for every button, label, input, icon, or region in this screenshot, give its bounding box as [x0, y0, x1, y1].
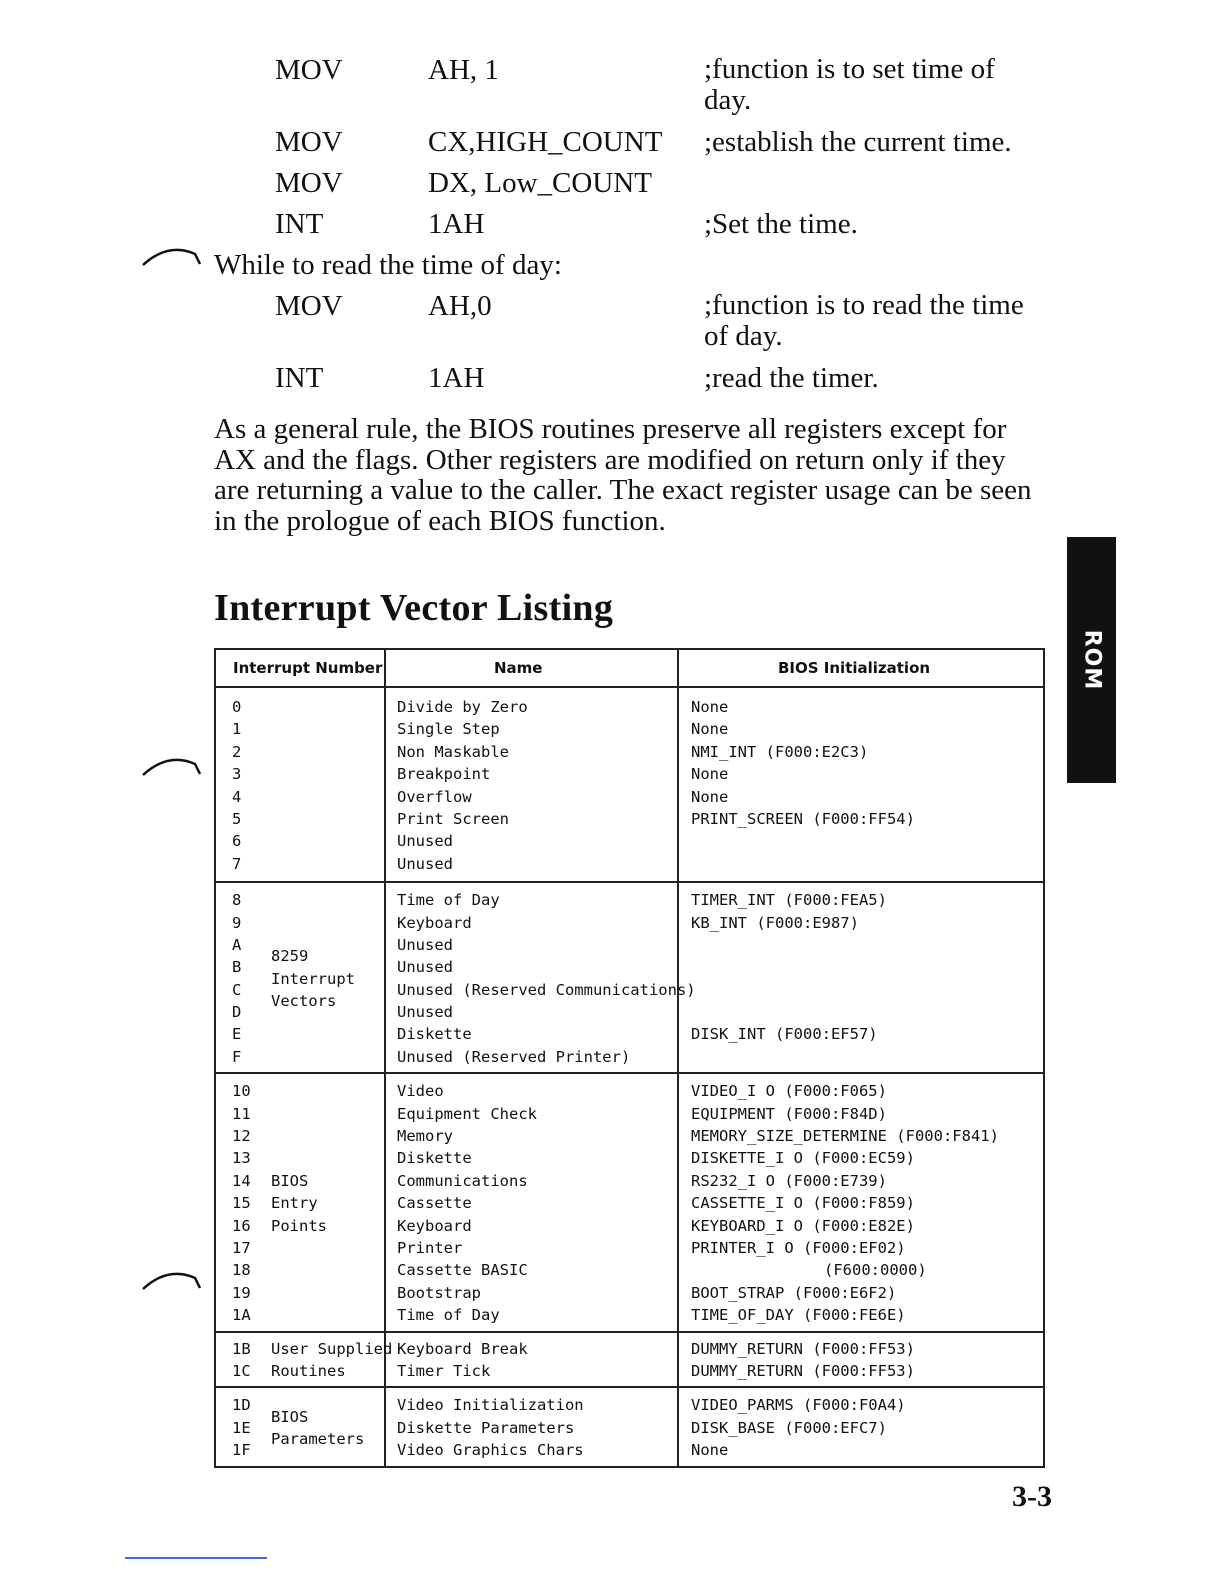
code-comment-6: ;read the timer.: [704, 362, 879, 394]
bios-init-cell: EQUIPMENT (F000:F84D): [691, 1104, 887, 1123]
bios-init-cell: RS232_I O (F000:E739): [691, 1171, 887, 1190]
bios-init-cell: None: [691, 720, 729, 739]
interrupt-number-cell: C: [232, 980, 242, 999]
code-arg-1: AH, 1: [428, 54, 499, 86]
table-row: [216, 718, 1043, 740]
table-row: [216, 912, 1043, 934]
interrupt-number-cell: 7: [232, 854, 242, 873]
table-row: [216, 1046, 1043, 1068]
group-label: User Supplied Routines: [271, 1339, 393, 1380]
name-cell: Unused: [397, 854, 453, 873]
bios-init-cell: MEMORY_SIZE_DETERMINE (F000:F841): [691, 1127, 999, 1146]
table-row: [216, 1103, 1043, 1125]
code-op-4: INT: [275, 208, 324, 240]
margin-arc-mark: [140, 244, 202, 268]
code-arg-3: DX, Low_COUNT: [428, 167, 652, 199]
interrupt-number-cell: F: [232, 1047, 242, 1066]
code-op-5: MOV: [275, 290, 343, 322]
bios-init-cell: TIME_OF_DAY (F000:FE6E): [691, 1306, 906, 1325]
bios-init-cell: KEYBOARD_I O (F000:E82E): [691, 1216, 915, 1235]
name-cell: Breakpoint: [397, 765, 491, 784]
bios-init-cell: KB_INT (F000:E987): [691, 913, 859, 932]
bios-init-cell: DISKETTE_I O (F000:EC59): [691, 1149, 915, 1168]
interrupt-number-cell: 6: [232, 832, 242, 851]
margin-arc-mark: [140, 1268, 202, 1292]
group-label: 8259 Interrupt Vectors: [271, 947, 355, 1010]
interrupt-number-cell: 4: [232, 787, 242, 806]
interrupt-number-cell: 0: [232, 698, 242, 716]
table-row: [216, 696, 1043, 718]
table-row: [216, 1282, 1043, 1304]
group-label: BIOS Parameters: [271, 1407, 365, 1448]
bios-init-cell: VIDEO_PARMS (F000:F0A4): [691, 1396, 906, 1415]
name-cell: Bootstrap: [397, 1283, 481, 1302]
bios-init-cell: CASSETTE_I O (F000:F859): [691, 1194, 915, 1213]
bios-init-cell: None: [691, 787, 729, 806]
bios-init-cell: DISK_INT (F000:EF57): [691, 1025, 878, 1044]
table-row: [216, 1259, 1043, 1281]
side-tab-label: ROM: [1079, 629, 1104, 691]
interrupt-number-cell: 9: [232, 913, 242, 932]
bios-init-cell: NMI_INT (F000:E2C3): [691, 742, 869, 761]
bios-init-cell: DUMMY_RETURN (F000:FF53): [691, 1339, 915, 1358]
bios-init-cell: PRINTER_I O (F000:EF02): [691, 1238, 906, 1257]
table-row: [216, 786, 1043, 808]
interrupt-number-cell: 15: [232, 1194, 251, 1213]
code-op-6: INT: [275, 362, 324, 394]
table-row: [216, 763, 1043, 785]
interrupt-number-cell: 1D: [232, 1396, 251, 1415]
interrupt-number-cell: 5: [232, 809, 242, 828]
name-cell: Keyboard: [397, 913, 472, 932]
name-cell: Divide by Zero: [397, 698, 528, 716]
group-label: BIOS Entry Points: [271, 1171, 327, 1235]
table-row: [216, 853, 1043, 875]
name-cell: Diskette: [397, 1149, 472, 1168]
table-row: [216, 1147, 1043, 1169]
header-interrupt-number: Interrupt Number: [233, 659, 383, 677]
code-arg-2: CX,HIGH_COUNT: [428, 126, 663, 158]
name-cell: Overflow: [397, 787, 472, 806]
table-group: [216, 1333, 1043, 1389]
rom-side-tab: [1067, 537, 1116, 783]
interrupt-number-cell: 1B: [232, 1339, 251, 1358]
bios-init-cell: PRINT_SCREEN (F000:FF54): [691, 809, 915, 828]
bios-init-cell: VIDEO_I O (F000:F065): [691, 1082, 887, 1101]
table-row: [216, 830, 1043, 852]
code-op-3: MOV: [275, 167, 343, 199]
table-row: [216, 741, 1043, 763]
bios-init-cell: DISK_BASE (F000:EFC7): [691, 1418, 887, 1437]
code-comment-5: ;function is to read the time of day.: [704, 289, 1024, 352]
table-group: [216, 1388, 1043, 1465]
interrupt-vector-table: [214, 648, 1045, 1468]
name-cell: Keyboard: [397, 1216, 472, 1235]
table-row: [216, 889, 1043, 911]
name-cell: Single Step: [397, 720, 500, 739]
name-cell: Time of Day: [397, 1306, 500, 1325]
section-title: Interrupt Vector Listing: [214, 587, 614, 629]
name-cell: Diskette: [397, 1025, 472, 1044]
name-cell: Cassette: [397, 1194, 472, 1213]
header-name: Name: [494, 659, 543, 677]
table-group: [216, 883, 1043, 1074]
name-cell: Video Initialization: [397, 1396, 584, 1415]
table-group: [216, 1074, 1043, 1332]
name-cell: Cassette BASIC: [397, 1261, 528, 1280]
code-op-2: MOV: [275, 126, 343, 158]
header-bios-init: BIOS Initialization: [778, 659, 931, 677]
bios-init-cell: BOOT_STRAP (F000:E6F2): [691, 1283, 897, 1302]
name-cell: Unused (Reserved Communications): [397, 980, 696, 999]
interrupt-number-cell: 16: [232, 1216, 251, 1235]
interrupt-number-cell: E: [232, 1025, 242, 1044]
interrupt-number-cell: 3: [232, 765, 242, 784]
table-row: [216, 1023, 1043, 1045]
code-arg-4: 1AH: [428, 208, 485, 240]
interrupt-number-cell: 10: [232, 1082, 251, 1101]
table-row: [216, 1192, 1043, 1214]
interrupt-number-cell: D: [232, 1003, 242, 1022]
interrupt-number-cell: 1: [232, 720, 242, 739]
bios-init-cell: None: [691, 1441, 729, 1460]
table-group: [216, 688, 1043, 883]
interrupt-number-cell: B: [232, 958, 242, 977]
paragraph-text: As a general rule, the BIOS routines preserve all registers except for AX and the flags. Other registers are modified on return only if they are returning a value to the caller. The exact register usage can be seen in the prologue of each BIOS function.: [214, 413, 1032, 537]
name-cell: Unused: [397, 1003, 453, 1022]
name-cell: Equipment Check: [397, 1104, 537, 1123]
interrupt-number-cell: 1C: [232, 1361, 251, 1380]
interrupt-number-cell: 1F: [232, 1441, 251, 1460]
code-comment-1: ;function is to set time of day.: [704, 53, 995, 116]
bios-init-cell: TIMER_INT (F000:FEA5): [691, 891, 887, 910]
name-cell: Unused: [397, 935, 453, 954]
code-arg-5: AH,0: [428, 290, 492, 322]
table-row: [216, 1237, 1043, 1259]
interrupt-number-cell: 1E: [232, 1418, 251, 1437]
name-cell: Video: [397, 1082, 444, 1101]
table-row: [216, 1304, 1043, 1326]
code-comment-2: ;establish the current time.: [704, 126, 1012, 158]
name-cell: Timer Tick: [397, 1361, 491, 1380]
table-row: [216, 1080, 1043, 1102]
interrupt-number-cell: 17: [232, 1238, 251, 1257]
bios-init-cell: None: [691, 765, 729, 784]
interrupt-number-cell: 12: [232, 1127, 251, 1146]
bios-init-cell: DUMMY_RETURN (F000:FF53): [691, 1361, 915, 1380]
interrupt-number-cell: 8: [232, 891, 242, 910]
name-cell: Unused (Reserved Printer): [397, 1047, 631, 1066]
table-row: [216, 1215, 1043, 1237]
name-cell: Print Screen: [397, 809, 509, 828]
page-number: 3-3: [1012, 1480, 1052, 1513]
table-body: [216, 688, 1043, 1466]
name-cell: Unused: [397, 958, 453, 977]
while-text: While to read the time of day:: [214, 249, 562, 281]
table-row: [216, 1125, 1043, 1147]
name-cell: Diskette Parameters: [397, 1418, 575, 1437]
footer-rule: [125, 1557, 267, 1559]
interrupt-number-cell: 11: [232, 1104, 251, 1123]
name-cell: Unused: [397, 832, 453, 851]
name-cell: Keyboard Break: [397, 1339, 528, 1358]
body-paragraph: [214, 414, 1044, 536]
interrupt-number-cell: 18: [232, 1261, 251, 1280]
interrupt-number-cell: 19: [232, 1283, 251, 1302]
code-op-1: MOV: [275, 54, 343, 86]
interrupt-number-cell: 14: [232, 1171, 251, 1190]
name-cell: Printer: [397, 1238, 463, 1257]
name-cell: Video Graphics Chars: [397, 1441, 584, 1460]
code-comment-4: ;Set the time.: [704, 208, 858, 240]
code-arg-6: 1AH: [428, 362, 485, 394]
table-row: [216, 808, 1043, 830]
interrupt-number-cell: 1A: [232, 1306, 251, 1325]
name-cell: Time of Day: [397, 891, 500, 910]
name-cell: Non Maskable: [397, 742, 509, 761]
table-row: [216, 1170, 1043, 1192]
name-cell: Memory: [397, 1127, 453, 1146]
bios-init-cell: (F600:0000): [824, 1261, 927, 1280]
interrupt-number-cell: 13: [232, 1149, 251, 1168]
name-cell: Communications: [397, 1171, 528, 1190]
interrupt-number-cell: 2: [232, 742, 242, 761]
bios-init-cell: None: [691, 698, 729, 716]
table-header: [216, 650, 1043, 688]
margin-arc-mark: [140, 754, 202, 778]
interrupt-number-cell: A: [232, 935, 242, 954]
